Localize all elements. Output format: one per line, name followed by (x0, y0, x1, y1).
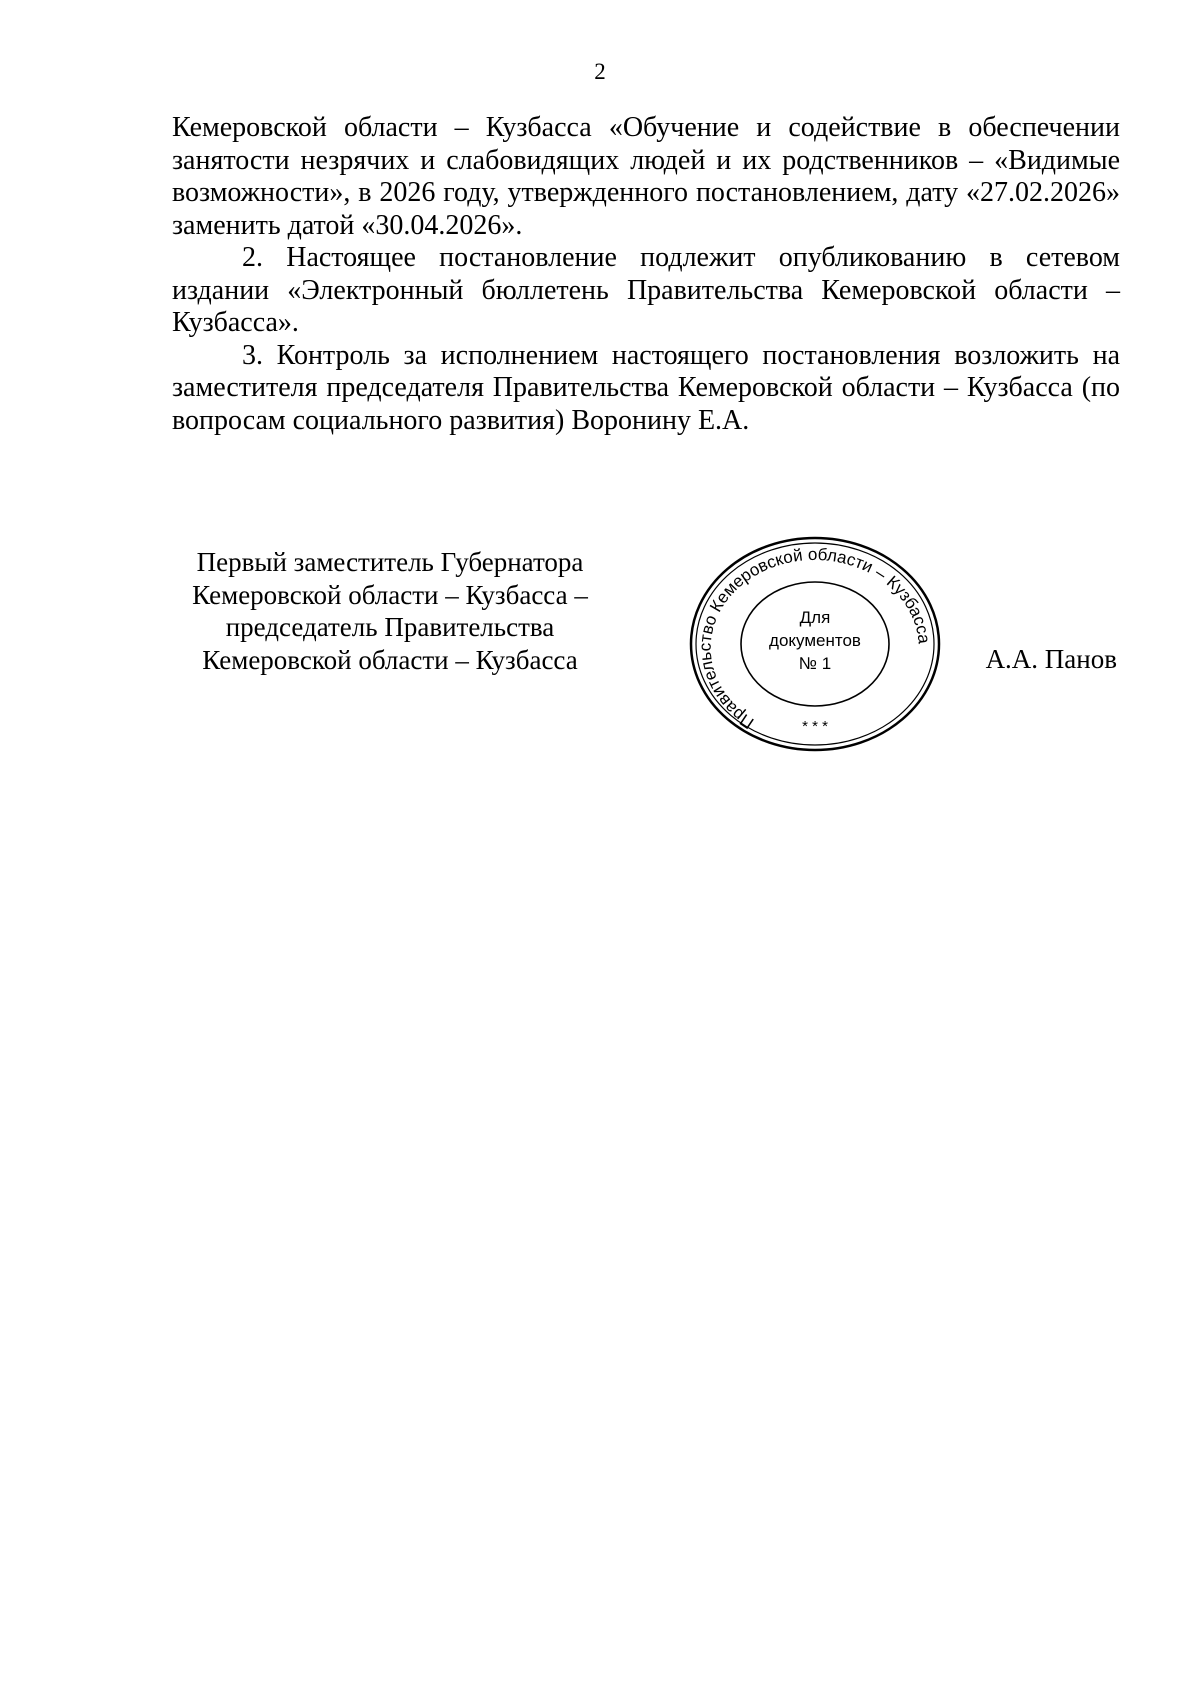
paragraph-2: 2. Настоящее постановление подлежит опубликованию в сетевом издании «Электронный бюллетень Правительства Кемеровской области – Кузбасса». (172, 242, 1120, 338)
seal-ring-text: Правительство Кемеровской области – Кузбасса (695, 544, 934, 733)
seal-center-line-2: документов (769, 631, 861, 650)
paragraph-1: Кемеровской области – Кузбасса «Обучение и содействие в обеспечении занятости незрячих и слабовидящих людей и их родственников – «Видимые возможности», в 2026 году, утвержденного постановлением, дату «27.02.2026» заменить датой «30.04.2026». (172, 112, 1120, 241)
signer-name: А.А. Панов (985, 644, 1117, 674)
seal-center-line-1: Для (799, 608, 831, 627)
signer-position (160, 546, 620, 676)
seal-center-line-3: № 1 (798, 654, 832, 673)
document-body (172, 112, 1120, 437)
signer-position-line: Кемеровской области – Кузбасса (202, 644, 578, 675)
signer-position-line: председатель Правительства (225, 612, 555, 642)
signer-position-line: Первый заместитель Губернатора (196, 547, 584, 577)
seal-stars: * * * (802, 718, 828, 735)
page-number: 2 (594, 59, 606, 84)
paragraph-3: 3. Контроль за исполнением настоящего постановления возложить на заместителя председателя Правительства Кемеровской области – Кузбасса (по вопросам социального развития) Воронину Е.А. (172, 339, 1120, 436)
signer-position-line: Кемеровской области – Кузбасса – (192, 579, 588, 610)
official-seal (689, 535, 941, 753)
